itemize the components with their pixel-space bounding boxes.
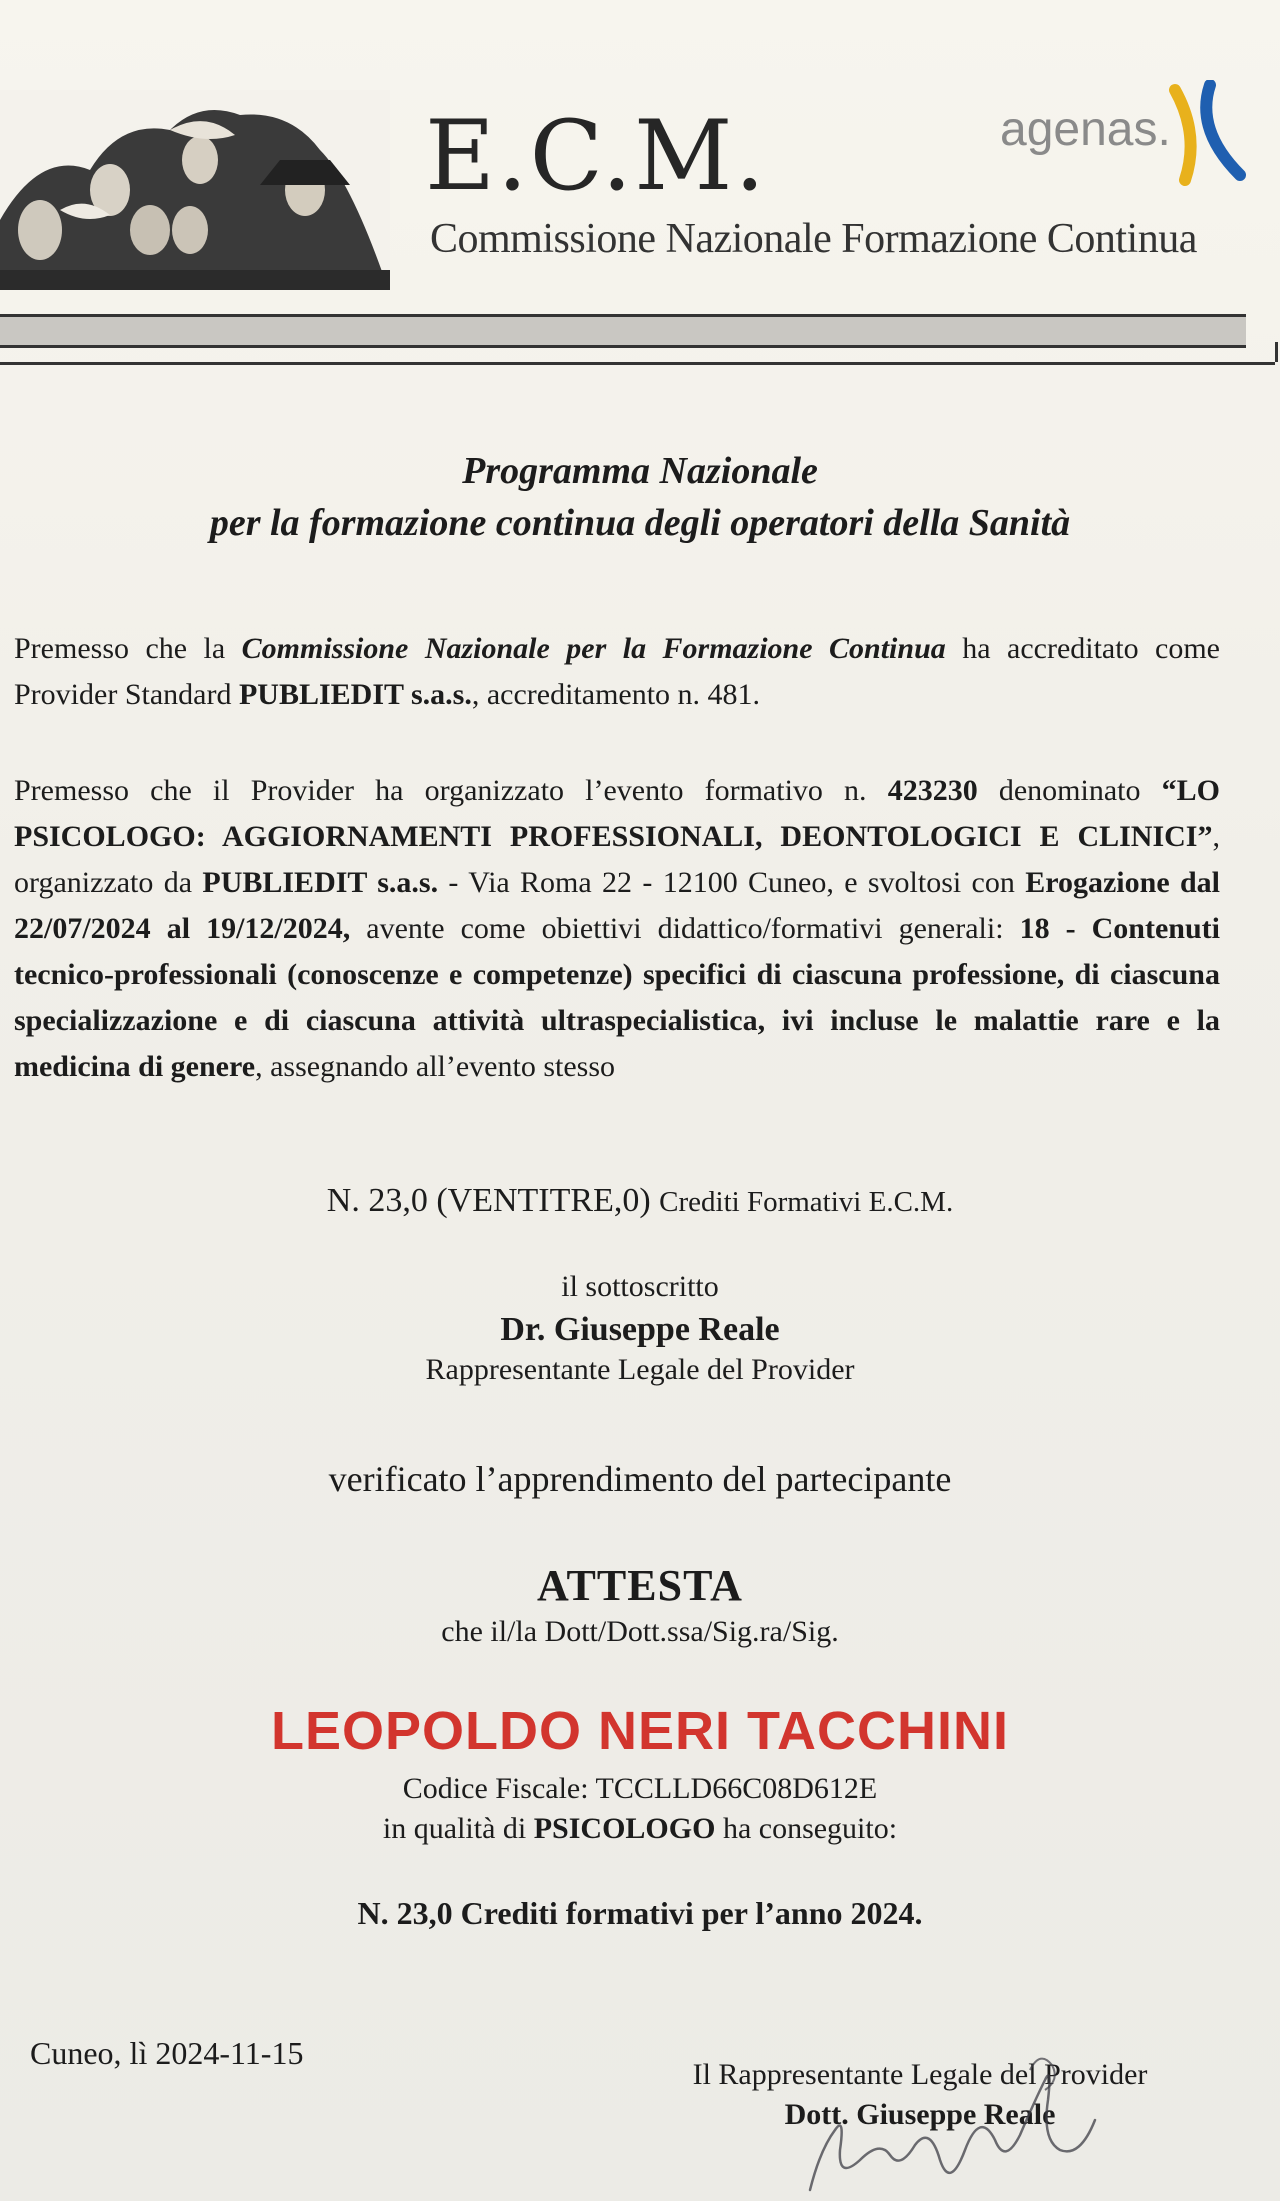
ecm-credits-label: Crediti Formativi E.C.M. bbox=[659, 1186, 954, 1218]
agenas-logo bbox=[1000, 80, 1250, 190]
certificate-header bbox=[0, 0, 1280, 380]
footer-signer-name: Dott. Giuseppe Reale bbox=[784, 2098, 1056, 2131]
attestation-subheading: che il/la Dott/Dott.ssa/Sig.ra/Sig. bbox=[441, 1615, 839, 1648]
paragraph1-text-3: , accreditamento n. 481. bbox=[471, 678, 761, 711]
participant-fiscal-code: Codice Fiscale: TCCLLD66C08D612E bbox=[402, 1772, 878, 1805]
agenas-logo-text: agenas. bbox=[1000, 103, 1171, 156]
signer-role: Rappresentante Legale del Provider bbox=[425, 1353, 855, 1386]
header-rule-band bbox=[0, 314, 1246, 348]
event-title: “LO PSICOLOGO: AGGIORNAMENTI PROFESSIONALI, DEONTOLOGICI E CLINICI” bbox=[14, 774, 1220, 853]
premise-accreditation-paragraph bbox=[14, 626, 1220, 718]
header-rule-line bbox=[0, 362, 1275, 365]
final-credits-statement: N. 23,0 Crediti formativi per l’anno 2024. bbox=[357, 1895, 923, 1931]
paragraph2-text-4: - Via Roma 22 - 12100 Cuneo, e svoltosi con bbox=[438, 866, 1026, 899]
footer-signer-role: Il Rappresentante Legale del Provider bbox=[692, 2058, 1148, 2091]
attestation-heading: ATTESTA bbox=[537, 1561, 743, 1610]
signer-intro: il sottoscritto bbox=[561, 1270, 719, 1303]
verification-statement: verificato l’apprendimento del partecipante bbox=[328, 1459, 952, 1499]
qualification-title: PSICOLOGO bbox=[533, 1812, 716, 1845]
programme-title-line1: Programma Nazionale bbox=[462, 450, 818, 492]
programme-title bbox=[0, 445, 1280, 549]
qualification-suffix: ha conseguito: bbox=[715, 1812, 898, 1845]
anatomy-lesson-engraving bbox=[0, 90, 390, 290]
ecm-credits-amount: N. 23,0 (VENTITRE,0) bbox=[326, 1182, 651, 1219]
programme-title-line2: per la formazione continua degli operatori della Sanità bbox=[209, 502, 1071, 544]
event-objectives: 18 - Contenuti tecnico-professionali (conoscenze e competenze) specifici di ciascuna professione, di ciascuna specializzazione e di ciascuna attività ultraspecialistica, ivi incluse le malattie rare e la medicina di genere bbox=[14, 912, 1220, 1083]
agenas-logo-mark-icon bbox=[1165, 80, 1250, 190]
qualification-prefix: in qualità di bbox=[382, 1812, 534, 1845]
paragraph1-text-2: ha accreditato come Provider Standard bbox=[14, 632, 1220, 711]
paragraph2-text-2: denominato bbox=[977, 774, 1162, 807]
premise-event-paragraph bbox=[14, 768, 1220, 1090]
header-rule-step bbox=[1246, 342, 1278, 362]
participant-name: LEOPOLDO NERI TACCHINI bbox=[270, 1701, 1009, 1761]
ecm-logo-title: E.C.M. bbox=[425, 100, 767, 212]
paragraph2-text-1: Premesso che il Provider ha organizzato l’evento formativo n. bbox=[14, 774, 888, 807]
provider-name: PUBLIEDIT s.a.s. bbox=[238, 678, 472, 711]
paragraph2-text-3: , organizzato da bbox=[14, 820, 1220, 899]
signer-name: Dr. Giuseppe Reale bbox=[500, 1311, 780, 1348]
event-provider-name: PUBLIEDIT s.a.s. bbox=[202, 866, 439, 899]
paragraph2-text-6: , assegnando all’evento stesso bbox=[255, 1050, 616, 1083]
paragraph2-text-5: avente come obiettivi didattico/formativi generali: bbox=[350, 912, 1020, 945]
place-and-date: Cuneo, lì 2024-11-15 bbox=[30, 2035, 304, 2071]
event-period: Erogazione dal 22/07/2024 al 19/12/2024, bbox=[14, 866, 1220, 945]
commission-name: Commissione Nazionale per la Formazione Continua bbox=[241, 632, 946, 665]
paragraph1-text-1: Premesso che la bbox=[14, 632, 242, 665]
handwritten-signature bbox=[790, 2040, 1110, 2200]
ecm-logo-subtitle: Commissione Nazionale Formazione Continua bbox=[430, 216, 1197, 262]
event-number: 423230 bbox=[887, 774, 978, 807]
participant-qualification bbox=[0, 1812, 1280, 1846]
ecm-credits-line bbox=[0, 1182, 1280, 1220]
